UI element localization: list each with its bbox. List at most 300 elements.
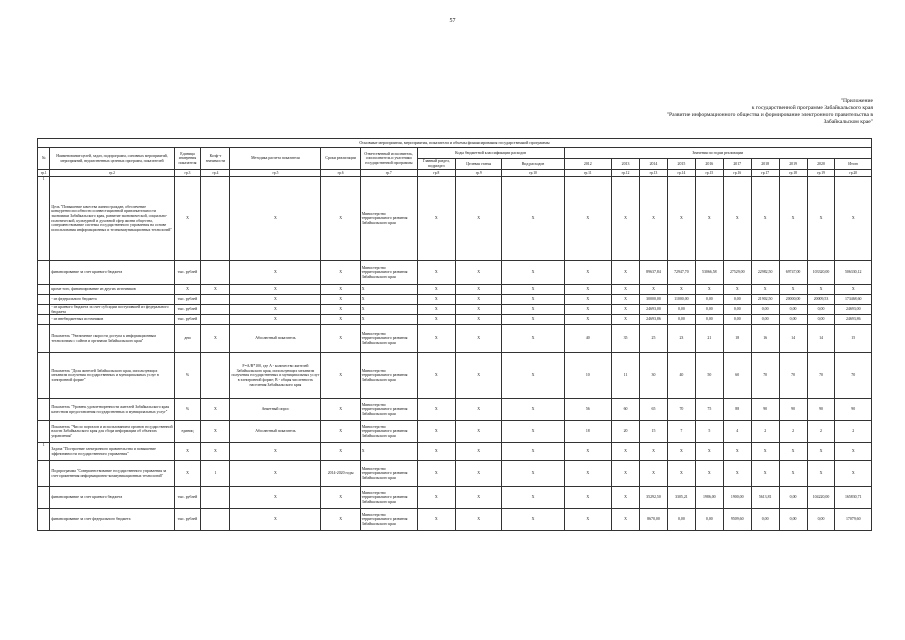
cell-unit: тыс. рублей bbox=[174, 315, 201, 325]
table-row bbox=[38, 399, 872, 421]
cell-expense-type: Х bbox=[502, 295, 564, 305]
cell-year-value: Х bbox=[835, 461, 872, 487]
cell-no bbox=[38, 261, 50, 285]
cell-no: 1 bbox=[38, 177, 50, 261]
cell-year-value: Х bbox=[751, 461, 779, 487]
cell-method: Х bbox=[230, 261, 321, 285]
cell-target-item: Х bbox=[455, 461, 502, 487]
cell-year-value: 1900,00 bbox=[723, 487, 751, 509]
cell-section: Х bbox=[417, 509, 455, 531]
cell-method: Х bbox=[230, 443, 321, 461]
cell-section: Х bbox=[417, 305, 455, 315]
cell-year-value: 0,00 bbox=[807, 315, 835, 325]
cell-method: Х bbox=[230, 509, 321, 531]
cell-coef: Х bbox=[201, 399, 230, 421]
group-label: гр.5 bbox=[230, 170, 321, 177]
table-row bbox=[38, 315, 872, 325]
cell-year-value: 506330,12 bbox=[835, 261, 872, 285]
cell-year-value: 23 bbox=[667, 325, 695, 353]
cell-unit: Х bbox=[174, 177, 201, 261]
header-expense-type: Вид расходов bbox=[502, 159, 564, 170]
cell-year-value: 0,00 bbox=[667, 305, 695, 315]
cell-year-value: Х bbox=[835, 443, 872, 461]
cell-section: Х bbox=[417, 443, 455, 461]
cell-coef bbox=[201, 177, 230, 261]
cell-method: Абсолютный показатель bbox=[230, 325, 321, 353]
cell-name: Показатель "Число порталов и использованием органов государственной власти Забайкальского края для сбора информации об объектах управления" bbox=[50, 421, 174, 443]
cell-year-value: 65 bbox=[640, 399, 668, 421]
cell-year-value: Х bbox=[564, 509, 612, 531]
table-row bbox=[38, 443, 872, 461]
cell-year-value: 25 bbox=[640, 325, 668, 353]
appendix-line: "Развитие информационного общества и формирование электронного правительства в bbox=[666, 112, 873, 118]
cell-year-value: 90 bbox=[835, 399, 872, 421]
cell-method: F=A/B*100, где A - количество жителей Забайкальского края, использующих механизм получения государственных и муниципальных услуг в электронной форме; B - общая численность населения Забайкальского края bbox=[230, 353, 321, 399]
cell-year-value: 18 bbox=[564, 421, 612, 443]
table-row bbox=[38, 461, 872, 487]
cell-year-value: 0,00 bbox=[667, 509, 695, 531]
cell-no bbox=[38, 509, 50, 531]
group-label: гр.15 bbox=[695, 170, 723, 177]
cell-period: Х bbox=[321, 261, 360, 285]
cell-target-item: Х bbox=[455, 443, 502, 461]
cell-year-value: Х bbox=[612, 461, 640, 487]
cell-period: Х bbox=[321, 487, 360, 509]
cell-year-value: Х bbox=[779, 177, 807, 261]
cell-method: Х bbox=[230, 305, 321, 315]
header-year: 2020 bbox=[807, 159, 835, 170]
cell-year-value: 0,00 bbox=[779, 487, 807, 509]
header-year: 2013 bbox=[612, 159, 640, 170]
cell-year-value: 11000,00 bbox=[667, 295, 695, 305]
cell-year-value: 40 bbox=[564, 325, 612, 353]
header-section: Главный раздел, подраздел bbox=[417, 159, 455, 170]
cell-year-value: Х bbox=[835, 285, 872, 295]
cell-responsible: Министерство территориального развития Забайкальского края bbox=[360, 261, 417, 285]
cell-method: Х bbox=[230, 285, 321, 295]
cell-year-value: 0,00 bbox=[807, 305, 835, 315]
cell-year-value: 70 bbox=[667, 399, 695, 421]
cell-year-value: 0,00 bbox=[779, 509, 807, 531]
cell-year-value: Х bbox=[695, 177, 723, 261]
cell-year-value: Х bbox=[779, 461, 807, 487]
cell-coef bbox=[201, 261, 230, 285]
cell-responsible: Министерство территориального развития Забайкальского края bbox=[360, 399, 417, 421]
cell-coef: Х bbox=[201, 421, 230, 443]
cell-year-value: Х bbox=[564, 285, 612, 295]
cell-name: Показатель "Доля жителей Забайкальского края, использующих механизм получения государственных и муниципальных услуг в электронной форме" bbox=[50, 353, 174, 399]
header-period: Сроки реализации bbox=[321, 148, 360, 170]
group-label: гр.9 bbox=[455, 170, 502, 177]
cell-year-value: Х bbox=[612, 443, 640, 461]
cell-year-value: 0,00 bbox=[751, 305, 779, 315]
cell-responsible: Министерство территориального развития Забайкальского края bbox=[360, 421, 417, 443]
cell-responsible: Х bbox=[360, 315, 417, 325]
cell-coef bbox=[201, 315, 230, 325]
cell-year-value: Х bbox=[564, 295, 612, 305]
cell-year-value: 21902,50 bbox=[751, 295, 779, 305]
cell-period: Х bbox=[321, 177, 360, 261]
cell-year-value: 70 bbox=[751, 353, 779, 399]
cell-year-value: Х bbox=[564, 461, 612, 487]
cell-name: финансирование за счет краевого бюджета bbox=[50, 487, 174, 509]
cell-year-value: 0,00 bbox=[667, 315, 695, 325]
cell-year-value: 2 bbox=[779, 421, 807, 443]
cell-year-value: Х bbox=[564, 305, 612, 315]
cell-no bbox=[38, 461, 50, 487]
cell-period: Х bbox=[321, 399, 360, 421]
cell-section: Х bbox=[417, 315, 455, 325]
cell-year-value: 24693,00 bbox=[835, 305, 872, 315]
cell-expense-type: Х bbox=[502, 353, 564, 399]
cell-year-value: 0,00 bbox=[723, 315, 751, 325]
cell-method: Х bbox=[230, 461, 321, 487]
cell-year-value: 0,00 bbox=[751, 509, 779, 531]
cell-year-value: 60 bbox=[612, 399, 640, 421]
cell-name: Цель "Повышение качества жизни граждан, обеспечение конкурентоспособности и инвестиционной привлекательности экономики Забайкальского края, развитие экономической, социально-политической, культурной и духовной сфер жизни общества, совершенствование системы государственного управления на основе использования информационных и телекоммуникационных технологий" bbox=[50, 177, 174, 261]
cell-section: Х bbox=[417, 421, 455, 443]
cell-year-value: 17079,60 bbox=[835, 509, 872, 531]
cell-year-value: 0,00 bbox=[695, 315, 723, 325]
cell-year-value: 0,00 bbox=[695, 509, 723, 531]
cell-responsible: Министерство территориального развития Забайкальского края bbox=[360, 509, 417, 531]
cell-no bbox=[38, 399, 50, 421]
cell-year-value: 90 bbox=[779, 399, 807, 421]
cell-responsible: Министерство территориального развития Забайкальского края bbox=[360, 177, 417, 261]
cell-year-value: 70 bbox=[779, 353, 807, 399]
cell-year-value: 2 bbox=[835, 421, 872, 443]
cell-year-value: 88 bbox=[723, 399, 751, 421]
cell-expense-type: Х bbox=[502, 421, 564, 443]
cell-year-value: 0,00 bbox=[751, 315, 779, 325]
cell-year-value: 7 bbox=[667, 421, 695, 443]
group-label: гр.4 bbox=[201, 170, 230, 177]
cell-method: Х bbox=[230, 315, 321, 325]
cell-year-value: 3305,21 bbox=[667, 487, 695, 509]
cell-year-value: Х bbox=[695, 285, 723, 295]
cell-year-value: 27529,00 bbox=[723, 261, 751, 285]
table-row bbox=[38, 261, 872, 285]
cell-coef bbox=[201, 509, 230, 531]
cell-year-value: 35 bbox=[612, 325, 640, 353]
cell-section: Х bbox=[417, 295, 455, 305]
cell-no bbox=[38, 421, 50, 443]
appendix-line: к государственной программе Забайкальского края bbox=[751, 105, 873, 111]
table-row bbox=[38, 421, 872, 443]
table-row bbox=[38, 353, 872, 399]
cell-period: Х bbox=[321, 295, 360, 305]
cell-unit: % bbox=[174, 399, 201, 421]
cell-year-value: Х bbox=[695, 443, 723, 461]
cell-unit: единиц bbox=[174, 421, 201, 443]
cell-year-value: Х bbox=[667, 285, 695, 295]
cell-unit: тыс. рублей bbox=[174, 305, 201, 315]
cell-period: Х bbox=[321, 285, 360, 295]
header-no: № bbox=[38, 148, 50, 170]
cell-year-value: 8670,00 bbox=[640, 509, 668, 531]
cell-target-item: Х bbox=[455, 305, 502, 315]
cell-section: Х bbox=[417, 325, 455, 353]
group-label: гр.8 bbox=[417, 170, 455, 177]
cell-year-value: 60 bbox=[723, 353, 751, 399]
cell-year-value: Х bbox=[612, 261, 640, 285]
cell-no bbox=[38, 353, 50, 399]
cell-year-value: 2 bbox=[807, 421, 835, 443]
cell-name: - из федерального бюджета bbox=[50, 295, 174, 305]
cell-year-value: 10 bbox=[564, 353, 612, 399]
group-label: гр.12 bbox=[612, 170, 640, 177]
cell-year-value: 0,00 bbox=[695, 295, 723, 305]
cell-target-item: Х bbox=[455, 315, 502, 325]
cell-period: Х bbox=[321, 443, 360, 461]
cell-name: финансирование за счет федерального бюджета bbox=[50, 509, 174, 531]
cell-year-value: Х bbox=[807, 443, 835, 461]
header-coef: Коэф-т значимости bbox=[201, 148, 230, 170]
cell-name: Подпрограмма "Совершенствование государственного управления за счет применения информационно-коммуникационных технологий" bbox=[50, 461, 174, 487]
cell-section: Х bbox=[417, 285, 455, 295]
cell-year-value: Х bbox=[807, 285, 835, 295]
cell-year-value: 90 bbox=[807, 399, 835, 421]
cell-responsible: Х bbox=[360, 295, 417, 305]
header-year: 2014 bbox=[640, 159, 668, 170]
cell-year-value: 21 bbox=[695, 325, 723, 353]
header-name: Наименование целей, задач, подпрограмм, основных мероприятий, мероприятий, ведомственных целевых программ, показателей bbox=[50, 148, 174, 170]
cell-year-value: 24693,86 bbox=[835, 315, 872, 325]
cell-period: Х bbox=[321, 315, 360, 325]
cell-year-value: 69747,00 bbox=[779, 261, 807, 285]
cell-year-value: Х bbox=[564, 315, 612, 325]
page-number: 57 bbox=[449, 18, 456, 24]
cell-year-value: 30 bbox=[640, 353, 668, 399]
header-method: Методика расчета показателя bbox=[230, 148, 321, 170]
cell-year-value: 0,00 bbox=[723, 305, 751, 315]
cell-expense-type: Х bbox=[502, 305, 564, 315]
group-label: гр.10 bbox=[502, 170, 564, 177]
cell-method: Анкетный опрос bbox=[230, 399, 321, 421]
cell-coef: 1 bbox=[201, 461, 230, 487]
group-label: гр.1 bbox=[38, 170, 50, 177]
cell-year-value: Х bbox=[564, 177, 612, 261]
cell-no bbox=[38, 315, 50, 325]
cell-year-value: Х bbox=[612, 509, 640, 531]
cell-year-value: Х bbox=[612, 295, 640, 305]
cell-year-value: Х bbox=[695, 461, 723, 487]
cell-expense-type: Х bbox=[502, 509, 564, 531]
cell-year-value: 165830,71 bbox=[835, 487, 872, 509]
cell-section: Х bbox=[417, 461, 455, 487]
group-label: гр.17 bbox=[751, 170, 779, 177]
table-caption: Основные мероприятия, мероприятия, показатели и объемы финансирования государственной программы bbox=[38, 139, 872, 148]
cell-year-value: 0,00 bbox=[779, 315, 807, 325]
cell-year-value: 0,00 bbox=[695, 305, 723, 315]
header-year: 2019 bbox=[779, 159, 807, 170]
cell-year-value: Х bbox=[612, 177, 640, 261]
appendix-heading bbox=[583, 98, 873, 126]
cell-period: Х bbox=[321, 509, 360, 531]
group-label: гр.13 bbox=[640, 170, 668, 177]
group-label: гр.11 bbox=[564, 170, 612, 177]
cell-period: Х bbox=[321, 325, 360, 353]
cell-section: Х bbox=[417, 399, 455, 421]
cell-expense-type: Х bbox=[502, 443, 564, 461]
cell-no bbox=[38, 285, 50, 295]
cell-name: - из краевого бюджета за счет субсидии поступившей из федерального бюджета bbox=[50, 305, 174, 315]
cell-year-value: 5613,81 bbox=[751, 487, 779, 509]
cell-year-value: Х bbox=[564, 261, 612, 285]
cell-coef bbox=[201, 487, 230, 509]
cell-year-value: 1986,00 bbox=[695, 487, 723, 509]
cell-name: Задача "Построение электронного правительства и повышение эффективности государственного управления" bbox=[50, 443, 174, 461]
cell-expense-type: Х bbox=[502, 261, 564, 285]
table-row bbox=[38, 509, 872, 531]
cell-name: финансирование за счет краевого бюджета bbox=[50, 261, 174, 285]
cell-year-value: Х bbox=[640, 461, 668, 487]
cell-year-value: 24693,86 bbox=[640, 315, 668, 325]
table-row bbox=[38, 295, 872, 305]
cell-year-value: 72947,70 bbox=[667, 261, 695, 285]
cell-responsible: Министерство территориального развития Забайкальского края bbox=[360, 353, 417, 399]
cell-year-value: 16 bbox=[751, 325, 779, 353]
cell-section: Х bbox=[417, 177, 455, 261]
header-year: 2017 bbox=[723, 159, 751, 170]
cell-name: кроме того, финансирование из других источников bbox=[50, 285, 174, 295]
cell-year-value: Х bbox=[807, 177, 835, 261]
cell-name: Показатель "Уровень удовлетворенности жителей Забайкальского края качеством предоставления государственных и муниципальных услуг" bbox=[50, 399, 174, 421]
cell-year-value: Х bbox=[612, 315, 640, 325]
cell-target-item: Х bbox=[455, 487, 502, 509]
group-label: гр.19 bbox=[807, 170, 835, 177]
cell-year-value: 75 bbox=[695, 399, 723, 421]
cell-year-value: Х bbox=[779, 443, 807, 461]
cell-no bbox=[38, 325, 50, 353]
cell-unit: Х bbox=[174, 461, 201, 487]
cell-expense-type: Х bbox=[502, 285, 564, 295]
cell-responsible: Х bbox=[360, 443, 417, 461]
header-year: Итого bbox=[835, 159, 872, 170]
cell-year-value: 35292,50 bbox=[640, 487, 668, 509]
cell-responsible: Х bbox=[360, 285, 417, 295]
cell-year-value: Х bbox=[835, 177, 872, 261]
cell-target-item: Х bbox=[455, 509, 502, 531]
header-target-item: Целевая статья bbox=[455, 159, 502, 170]
cell-method: Х bbox=[230, 487, 321, 509]
cell-year-value: 2 bbox=[751, 421, 779, 443]
header-year: 2015 bbox=[667, 159, 695, 170]
cell-year-value: Х bbox=[640, 285, 668, 295]
cell-target-item: Х bbox=[455, 421, 502, 443]
header-unit: Единица измерения показателя bbox=[174, 148, 201, 170]
group-label: гр.18 bbox=[779, 170, 807, 177]
cell-section: Х bbox=[417, 261, 455, 285]
cell-target-item: Х bbox=[455, 353, 502, 399]
cell-year-value: 70 bbox=[807, 353, 835, 399]
cell-year-value: 56 bbox=[564, 399, 612, 421]
cell-year-value: Х bbox=[807, 461, 835, 487]
cell-expense-type: Х bbox=[502, 315, 564, 325]
cell-year-value: 20000,00 bbox=[779, 295, 807, 305]
cell-year-value: Х bbox=[612, 305, 640, 315]
cell-year-value: 50 bbox=[695, 353, 723, 399]
cell-year-value: 53066,58 bbox=[695, 261, 723, 285]
cell-year-value: Х bbox=[612, 285, 640, 295]
cell-responsible: Министерство территориального развития Забайкальского края bbox=[360, 487, 417, 509]
cell-year-value: Х bbox=[612, 487, 640, 509]
cell-no: 1 bbox=[38, 443, 50, 461]
cell-year-value: Х bbox=[751, 285, 779, 295]
cell-expense-type: Х bbox=[502, 177, 564, 261]
cell-method: Х bbox=[230, 295, 321, 305]
cell-year-value: 18 bbox=[723, 325, 751, 353]
group-label: гр.2 bbox=[50, 170, 174, 177]
cell-responsible: Х bbox=[360, 305, 417, 315]
cell-year-value: 173468,60 bbox=[835, 295, 872, 305]
cell-year-value: 90 bbox=[751, 399, 779, 421]
cell-year-value: 15 bbox=[640, 421, 668, 443]
cell-year-value: 30000,00 bbox=[640, 295, 668, 305]
cell-target-item: Х bbox=[455, 399, 502, 421]
appendix-line: Забайкальском крае" bbox=[823, 119, 873, 125]
cell-unit: тыс. рублей bbox=[174, 487, 201, 509]
cell-year-value: 15 bbox=[835, 325, 872, 353]
cell-target-item: Х bbox=[455, 177, 502, 261]
group-label: гр.3 bbox=[174, 170, 201, 177]
cell-target-item: Х bbox=[455, 285, 502, 295]
cell-expense-type: Х bbox=[502, 461, 564, 487]
cell-year-value: Х bbox=[564, 443, 612, 461]
cell-year-value: Х bbox=[640, 177, 668, 261]
cell-year-value: 24693,00 bbox=[640, 305, 668, 315]
group-label: гр.7 bbox=[360, 170, 417, 177]
group-label: гр.14 bbox=[667, 170, 695, 177]
cell-year-value: Х bbox=[723, 285, 751, 295]
table-row bbox=[38, 325, 872, 353]
group-label: гр.16 bbox=[723, 170, 751, 177]
cell-coef bbox=[201, 305, 230, 315]
cell-period: Х bbox=[321, 353, 360, 399]
cell-period: 2014-2020 годы bbox=[321, 461, 360, 487]
appendix-line: "Приложение bbox=[840, 98, 873, 104]
header-year: 2012 bbox=[564, 159, 612, 170]
cell-coef bbox=[201, 353, 230, 399]
cell-year-value: 9509,60 bbox=[723, 509, 751, 531]
cell-year-value: 14 bbox=[779, 325, 807, 353]
cell-name: - из внебюджетных источников bbox=[50, 315, 174, 325]
cell-expense-type: Х bbox=[502, 325, 564, 353]
cell-year-value: 0,00 bbox=[779, 305, 807, 315]
cell-unit: Х bbox=[174, 443, 201, 461]
cell-year-value: Х bbox=[751, 177, 779, 261]
cell-year-value: Х bbox=[779, 285, 807, 295]
cell-year-value: Х bbox=[667, 177, 695, 261]
cell-responsible: Министерство территориального развития Забайкальского края bbox=[360, 461, 417, 487]
cell-name: Показатель "Увеличение скорости доступа к информационным технологиям с сайтов и органами Забайкальского края" bbox=[50, 325, 174, 353]
cell-no bbox=[38, 305, 50, 315]
cell-year-value: 89637,84 bbox=[640, 261, 668, 285]
cell-no bbox=[38, 487, 50, 509]
cell-year-value: 70 bbox=[835, 353, 872, 399]
header-year: 2018 bbox=[751, 159, 779, 170]
table-row bbox=[38, 487, 872, 509]
program-table bbox=[37, 138, 872, 531]
cell-period: Х bbox=[321, 421, 360, 443]
cell-year-value: 4 bbox=[723, 421, 751, 443]
cell-year-value: 14 bbox=[807, 325, 835, 353]
cell-year-value: Х bbox=[667, 443, 695, 461]
table-row bbox=[38, 305, 872, 315]
cell-target-item: Х bbox=[455, 325, 502, 353]
cell-period: Х bbox=[321, 305, 360, 315]
cell-year-value: Х bbox=[564, 487, 612, 509]
